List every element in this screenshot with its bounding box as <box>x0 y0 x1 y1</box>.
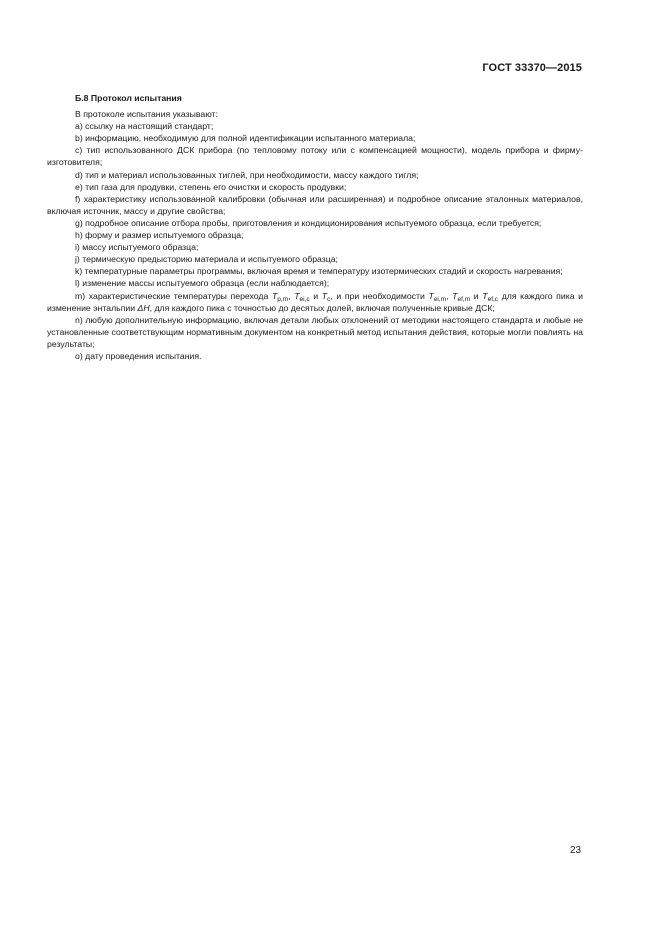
m-subscript-1: p,m <box>277 295 289 303</box>
m-symbol-t3: T <box>321 290 328 301</box>
list-item-m <box>47 290 583 314</box>
m-separator-5: и <box>470 290 483 301</box>
m-symbol-t5: T <box>452 290 458 301</box>
m-symbol-t1: T <box>271 290 278 301</box>
section-content <box>47 92 583 362</box>
list-item-i: i) массу испытуемого образца; <box>75 242 199 253</box>
list-item-e: e) тип газа для продувки, степень его очистки и скорость продувки; <box>75 181 347 192</box>
list-item-g: g) подробное описание отбора пробы, приготовления и кондиционирования испытуемого образца, если требуется; <box>75 217 542 228</box>
m-symbol-t6: T <box>482 290 488 301</box>
m-separator-1: , <box>288 290 295 301</box>
list-item-c: c) тип использованного ДСК прибора (по тепловому потоку или с компенсацией мощности), модель прибора и фирму-изготовителя; <box>47 145 583 168</box>
m-separator-2: и <box>309 290 322 301</box>
list-item-o: o) дату проведения испытания. <box>75 350 202 361</box>
standard-header: ГОСТ 33370—2015 <box>482 62 582 74</box>
m-text-end: , для каждого пика с точностью до десятых долей, включая полученные кривые ДСК; <box>149 302 495 313</box>
list-item-f: f) характеристику использованной калибровки (обычная или расширенная) и подробное описание эталонных материалов, включая источник, массу и другие свойства; <box>47 193 583 216</box>
m-text-cont: для каждого пика и изменение энтальпии <box>47 290 584 313</box>
list-item-h: h) форму и размер испытуемого образца; <box>75 230 244 241</box>
m-subscript-3: c <box>327 295 331 303</box>
list-item-a: a) ссылку на настоящий стандарт; <box>75 121 214 132</box>
m-enthalpy-symbol: ΔH <box>137 302 150 313</box>
list-item-n: n) любую дополнительную информацию, включая детали любых отклонений от методики настоящего стандарта и любые не установленные соответствующим нормативным документом на конкретный метод испытания действия, которые могли повлиять на результаты; <box>47 314 583 349</box>
list-item-k: k) температурные параметры программы, включая время и температуру изотермических стадий и скорость нагревания; <box>75 266 563 277</box>
m-subscript-5: ef,m <box>457 295 471 303</box>
page-number: 23 <box>570 845 582 856</box>
m-subscript-2: ei,c <box>299 295 310 303</box>
m-subscript-6: ef,c <box>487 295 499 303</box>
list-item-d: d) тип и материал использованных тиглей, при необходимости, массу каждого тигля; <box>75 169 419 180</box>
paragraph-intro: В протоколе испытания указывают: <box>75 109 218 120</box>
m-symbol-t4: T <box>428 290 434 301</box>
list-item-l: l) изменение массы испытуемого образца (если наблюдается); <box>75 278 330 289</box>
m-text-start: m) характеристические температуры перехода <box>75 290 272 301</box>
section-title: Б.8 Протокол испытания <box>75 93 182 103</box>
m-symbol-t2: T <box>294 290 300 301</box>
m-subscript-4: ei,m <box>433 295 447 303</box>
m-separator-4: , <box>446 290 453 301</box>
m-text-mid: , и при необходимости <box>330 290 429 301</box>
list-item-b: b) информацию, необходимую для полной идентификации испытанного материала; <box>75 133 416 144</box>
list-item-j: j) термическую предысторию материала и испытуемого образца; <box>75 254 338 265</box>
